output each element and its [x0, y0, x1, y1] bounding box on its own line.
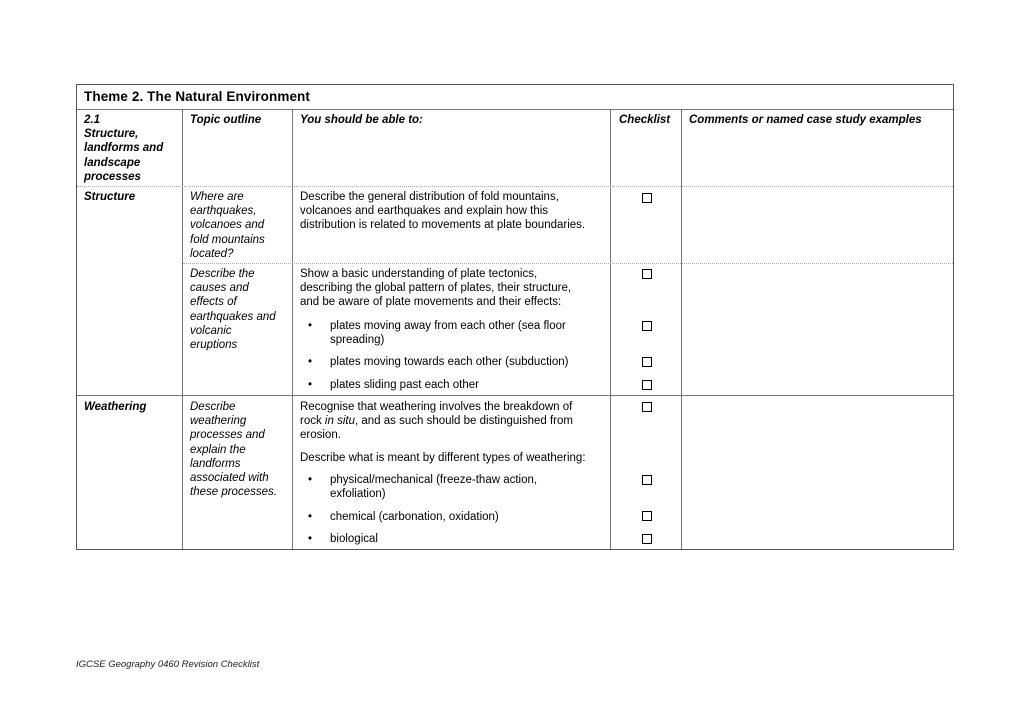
bullet-icon: • [308, 356, 313, 368]
column-divider [182, 110, 183, 549]
column-divider [292, 110, 293, 549]
row-divider [183, 263, 953, 264]
checkbox[interactable] [642, 357, 652, 367]
header-checklist: Checklist [619, 114, 671, 126]
row-divider [77, 395, 953, 396]
objective-plate-tectonics: Show a basic understanding of plate tectonics, describing the global pattern of plates, their structure, and be aware of plate movements and their effects: [300, 268, 572, 309]
bullet-icon: • [308, 511, 313, 523]
checkbox[interactable] [642, 402, 652, 412]
checkbox[interactable] [642, 534, 652, 544]
row-divider [77, 186, 953, 187]
header-comments: Comments or named case study examples [689, 114, 922, 126]
table-title-row [77, 85, 953, 110]
column-divider [610, 110, 611, 549]
bullet-icon: • [308, 320, 313, 332]
checkbox[interactable] [642, 475, 652, 485]
column-divider [681, 110, 682, 549]
checklist-table: Theme 2. The Natural Environment 2.1 Structure, landforms and landscape processes Topic outline You should be able to: Checklist Comments or named case study examples Structure Where are earthquakes, volcanoes and fold mountains located? Describe the general distribution of fold mountains, volcanoes and earthquakes and explain how this distribution is related to movements at plate boundaries. Describe the causes and effects of earthquakes and volcanic eruptions Show a basic understanding of plate tectonics, describing the global pattern of plates, their structure, and be aware of plate movements and their effects: • plates moving away from each other (sea floor spreading) • plates moving towards each other (subduction) • plates sliding past each other Weathering Describe weathering processes and explain the landforms associated with these processes. Recognise that weathering involves the breakdown of rock in situ, and as such should be distinguished from erosion. Describe what is meant by different types of weathering: • physical/mechanical (freeze-thaw action, exfoliation) • chemical (carbonation, oxidation) • biological [76, 84, 954, 550]
checkbox[interactable] [642, 380, 652, 390]
table-title: Theme 2. The Natural Environment [84, 89, 310, 104]
objective-weathering-breakdown: Recognise that weathering involves the breakdown of rock in situ, and as such should be distinguished from erosion. [300, 401, 573, 442]
topic-causes-effects: Describe the causes and effects of earthquakes and volcanic eruptions [190, 268, 276, 352]
checkbox[interactable] [642, 269, 652, 279]
checkbox[interactable] [642, 321, 652, 331]
topic-where-located: Where are earthquakes, volcanoes and fold mountains located? [190, 191, 265, 260]
checkbox[interactable] [642, 511, 652, 521]
bullet-icon: • [308, 533, 313, 545]
objective-distribution: Describe the general distribution of fold mountains, volcanoes and earthquakes and explain how this distribution is related to movements at plate boundaries. [300, 191, 586, 232]
row-label-structure: Structure [84, 191, 136, 203]
objective-weathering-types: Describe what is meant by different types of weathering: [300, 452, 586, 464]
header-able-to: You should be able to: [300, 114, 423, 126]
checkbox[interactable] [642, 193, 652, 203]
section-heading: 2.1 Structure, landforms and landscape processes [84, 114, 164, 183]
row-label-weathering: Weathering [84, 401, 147, 413]
topic-weathering: Describe weathering processes and explain the landforms associated with these processes. [190, 401, 277, 499]
bullet-icon: • [308, 379, 313, 391]
bullet-icon: • [308, 474, 313, 486]
header-topic-outline: Topic outline [190, 114, 262, 126]
page-footer: IGCSE Geography 0460 Revision Checklist [76, 659, 260, 670]
